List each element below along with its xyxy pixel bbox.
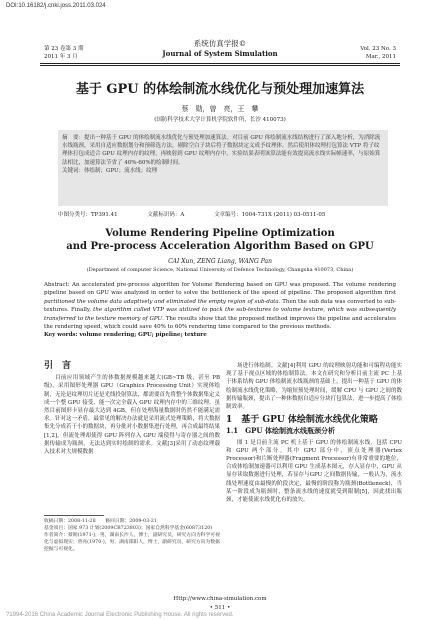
abstract-cn bbox=[62, 134, 384, 175]
classification-row bbox=[58, 210, 398, 218]
header-rule-thin bbox=[40, 65, 400, 66]
section-intro-heading: 引 言 bbox=[44, 361, 72, 371]
affiliation-cn: (国防科学技术大学计算机学院软件所，长沙 410073) bbox=[154, 117, 286, 123]
paper-title-en-line2: and Pre-process Acceleration Algorithm Based on GPU bbox=[66, 241, 374, 252]
abstract-cn-text: 摘 要：提出一种基于 GPU 的体绘制流水线优化与预处理加速算法。对目前 GPU 体绘制流水线结构进行了深入地分析，为消除流水线瓶颈，采用自适应数据划分和预筛选方法，剔除空白子块后将子数据块定义成予纹理体。然后使用体纹理打包算法 VTP 将子纹理体打包成适合 GPU 纹理内存的纹理，再映射到 GPU 纹理内存中。实验结果表明该算法能有效提高流水线实际帧速率，与原始算法相比，加速算法节省了 40%-60%的绘制时间。 bbox=[62, 135, 381, 166]
footnote-fund: 基金项目：国家 973 计划(2009CB723803)；国家自然科学基金(60873120) bbox=[44, 526, 213, 531]
copyright-notice: ?1994-2016 China Academic Journal Electronic Publishing House. All rights reserved. bbox=[6, 612, 234, 618]
page-number: • 511 • bbox=[209, 605, 231, 611]
abstract-en-part2: partitioned the volume data adaptively and eliminated the empty region of sub-data bbox=[44, 298, 279, 305]
paper-title-en-line1: Volume Rendering Pipeline Optimization bbox=[105, 228, 335, 239]
document-code: 文献标识码：A bbox=[147, 212, 185, 218]
authors-cn: 蔡 勋，曾 亮，王 攀 bbox=[181, 105, 259, 113]
footnote-rule bbox=[44, 515, 104, 516]
journal-volume-cn: 第 23 卷第 3 期 bbox=[44, 46, 84, 52]
column-right bbox=[226, 362, 402, 504]
footnote bbox=[44, 518, 220, 553]
footnote-bio: 作者简介：蔡勋(1971-)，男，湖南长沙人，博士，副研究员，研究方向为科学可视化与虚拟现实；曾亮(1970-)，男，湖南邵阳人，博士，副研究员，研究方向为数据挖掘与可视化。 bbox=[44, 533, 220, 552]
section-1-heading: 1 基于 GPU 体绘制流水线优化策略 bbox=[226, 415, 378, 426]
footnote-received: 收稿日期：2008-11-28 修回日期：2009-03-21 bbox=[44, 519, 157, 524]
right-paragraph-2: 图 1 是目前主流 PC 机上基于 GPU 的体绘制流水线，包括 CPU 和 GPU 两个部分。其中 GPU 部分中，顶点处理器(Vertex Processor)和片断处理器(Fragment Processor)有非常重要的地位，合成体绘制加速器可以利用 GPU 生成基本图元，存入显存中，GPU 从显存读取数据进行处理，若显存与GPU 之间数据传输，一般认为，流水线处理速度由最慢的阶段决定，最慢的阶段称为瓶颈(Bottleneck)，当某一阶段成为瓶颈时，整条流水线的速度就受到限制[5]，因此找出瓶颈，才能使流水线优化有的放矢。 bbox=[226, 439, 402, 504]
doi: DOI:10.16182/j.cnki.joss.2011.03.024 bbox=[6, 3, 106, 9]
journal-date-en: Mar., 2011 bbox=[365, 54, 396, 60]
keywords-cn: 关键词：体绘制；GPU；流水线；纹理 bbox=[62, 167, 158, 174]
column-left bbox=[44, 362, 220, 456]
right-paragraph-1: 场进行体绘制。文献[4]利用 GPU 的纹理映射功能和可编程功能实现了基于视点区域的体绘制算法。本文在研究和分析目前主流 PC 上基于体系结构 GPU 体绘制流水线瓶颈的基础上，提出一种基于 GPU 的体绘制流水线优化策略，为缩短预处理时间，缓解 CPU 与 GPU 之间的数据传输瓶颈，提出了一种体数据自适应分块打包算法，进一步提高了体绘制效率。 bbox=[226, 363, 403, 411]
intro-paragraph: 目前应用领域产生的体数据规模越来越大(GB~TB 级，甚至 PB 级)，采用图形处理器 GPU（Graphics Processing Unit）实现体绘制，无论是纹理切片还是光线投射算法，都需要首先将整个体数据集定义成一个整 GPU 接受、能一次完全载入 GPU 纹理内存中的三维纹理。虽然目前图形卡显存最大达到 4GB，但在处理海量数据时仍然不能满足需求。针对这一矛盾，最常见的解决办法就是采用流式处理策略，将大数据集先分成若干小的数据块，再分批对小数据集进行处理，再合成最终结果[1,2]。但流处理却使得 GPU 阵列存入 GPU 端使得与寄存器之间的数据传输成为瓶颈，无法达到实时绘制的需求。文献[3]采用了动态纹理载入技术对大规模数据 bbox=[44, 375, 221, 456]
journal-name-cn: 系统仿真学报© bbox=[193, 39, 247, 48]
abstract-en-part5: . The results show that the proposed method improves the pipeline and accelerates the rendering speed, which could save 40% to 60% rendering time compared to the previous methods. bbox=[44, 315, 396, 331]
journal-volume-en: Vol. 23 No. 3 bbox=[360, 46, 396, 52]
header-rule bbox=[40, 63, 400, 64]
journal-date-cn: 2011 年 3 月 bbox=[44, 54, 78, 60]
paper-title-cn: 基于 GPU 的体绘制流水线优化与预处理加速算法 bbox=[75, 82, 365, 97]
journal-name-en: Journal of System Simulation bbox=[162, 49, 278, 58]
abstract-en bbox=[44, 281, 396, 340]
affiliation-en: (Department of computer Science, National University of Defence Technology, Changsha 410073, China) bbox=[86, 267, 354, 273]
article-number: 文章编号：1004-731X (2011) 03-0511-05 bbox=[214, 212, 326, 218]
abstract-en-part3: . Then the sub data was converted to sub-textures. Finally, bbox=[44, 298, 396, 314]
clc-number: 中图分类号：TP391.41 bbox=[58, 212, 118, 218]
abstract-en-part4: the algorithm called VTP was utilized to pack the sub-textures to volume texture, which was subsequently transferred to the texture memory of GPU bbox=[44, 307, 397, 322]
paper-title-en bbox=[0, 227, 440, 253]
authors-en: CAI Xun, ZENG Liang, WANG Pan bbox=[168, 258, 272, 265]
keywords-en: Key words: volume rendering; GPU; pipeline; texture bbox=[44, 332, 207, 339]
subsection-1-1-heading: 1.1 GPU 体绘制流水线瓶颈分析 bbox=[226, 426, 335, 436]
journal-url[interactable]: Http://www.china-simulation.com bbox=[173, 596, 267, 602]
abstract-en-part1: Abstract: An accelerated pre-process algorithm for Volume Rendering based on GPU was proposed. The volume rendering pipeline based on GPU was analyzed in order to solve the bottleneck of the speed of pipeline. The proposed algorithm first bbox=[44, 282, 396, 297]
